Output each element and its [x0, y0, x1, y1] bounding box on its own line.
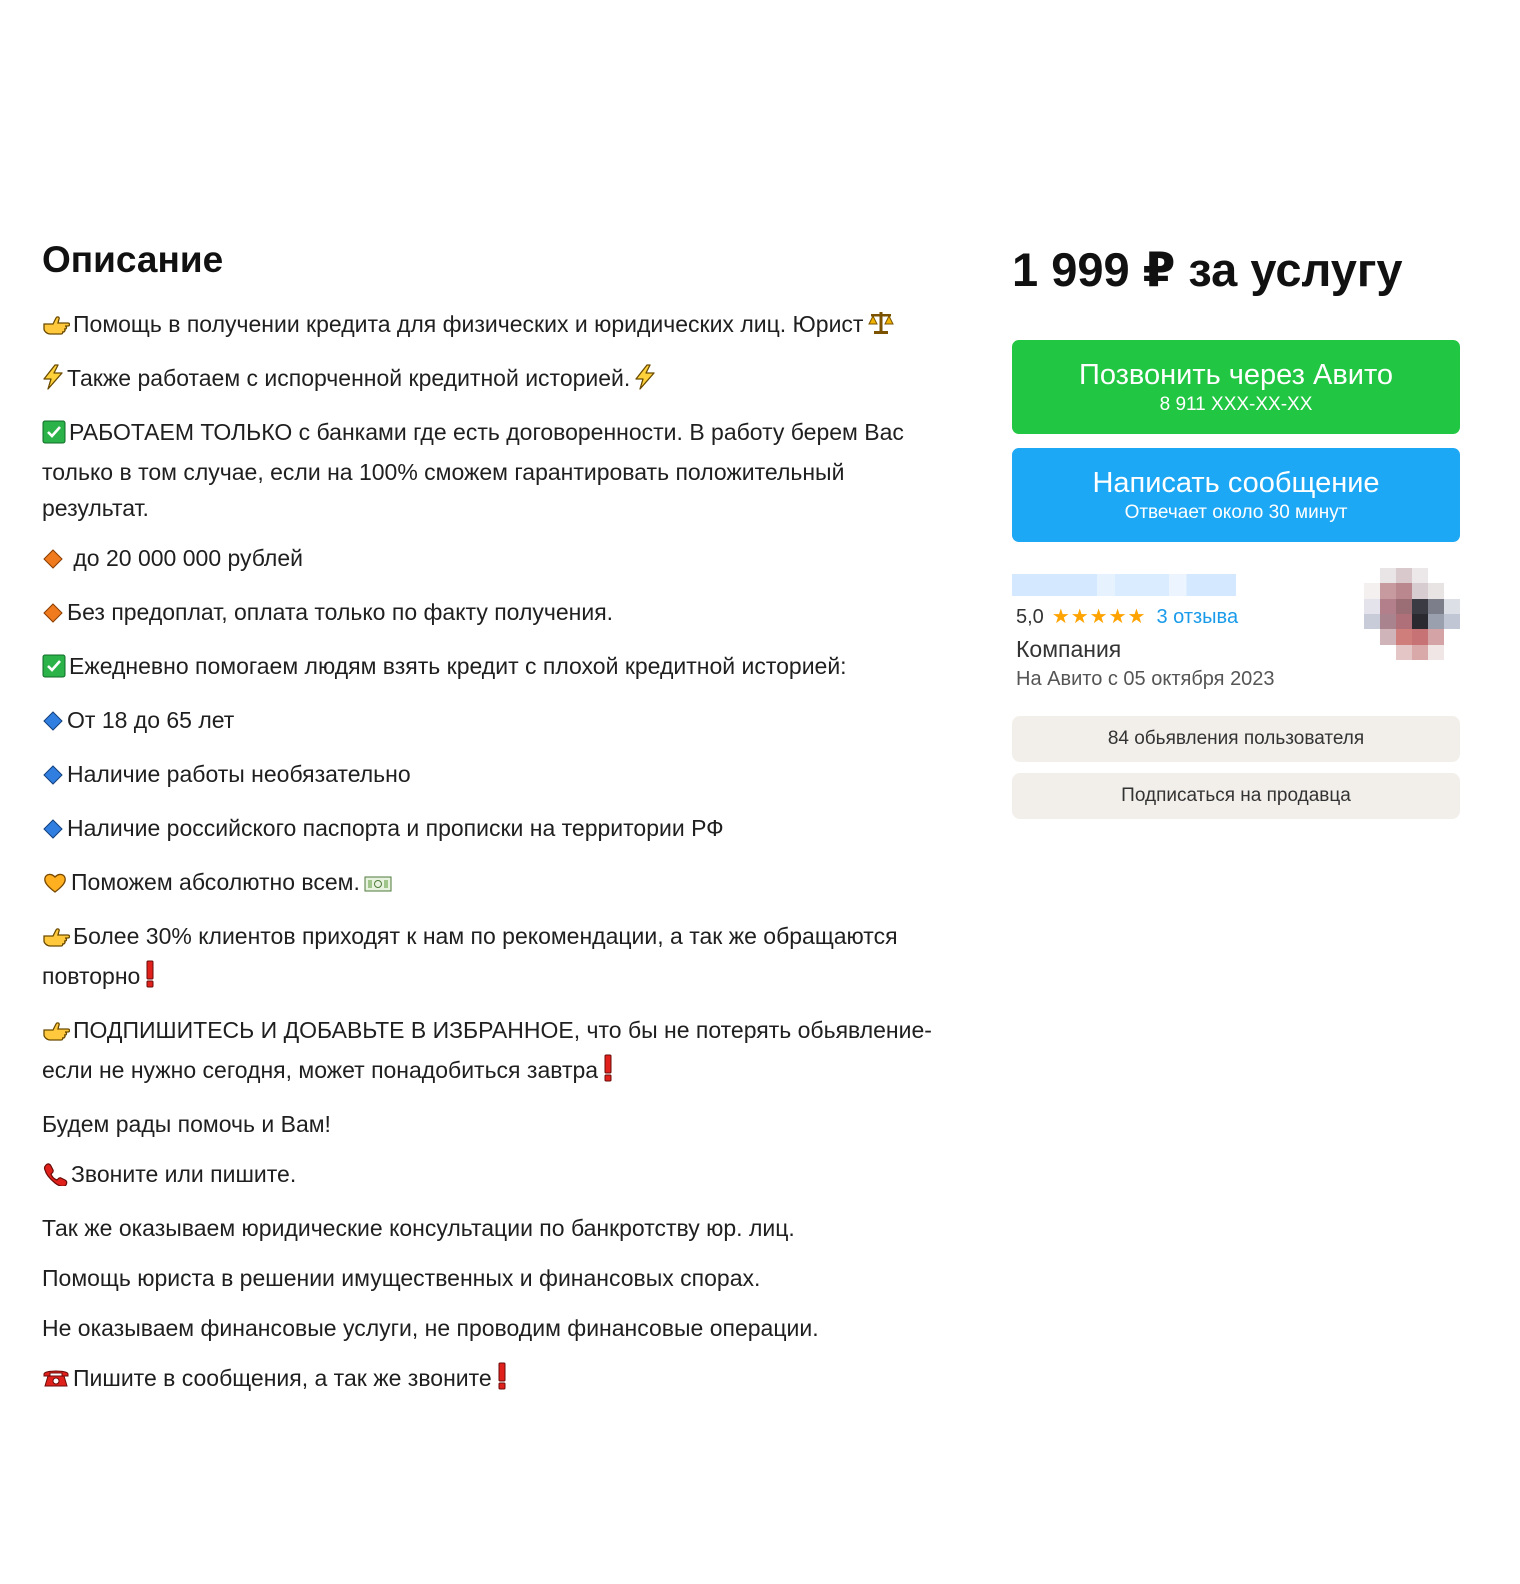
description-paragraph: [42, 1156, 932, 1196]
description-paragraph: [42, 360, 932, 400]
heart-icon: [42, 868, 68, 904]
telephone-icon: [42, 1364, 70, 1400]
seller-card: [1012, 568, 1460, 698]
paragraph-text: Помощь в получении кредита для физических и юридических лиц. Юрист: [73, 311, 864, 337]
description-paragraph: [42, 918, 932, 998]
paragraph-text: Также работаем с испорченной кредитной историей.: [67, 365, 631, 391]
description-paragraph: [42, 594, 932, 634]
subscribe-button[interactable]: Подписаться на продавца: [1012, 773, 1460, 819]
reviews-link[interactable]: 3 отзыва: [1156, 606, 1239, 628]
exclamation-icon: [144, 960, 156, 998]
paragraph-text: Звоните или пишите.: [71, 1161, 297, 1187]
paragraph-text: Не оказываем финансовые услуги, не проводим финансовые операции.: [42, 1315, 819, 1341]
paragraph-text: Ежедневно помогаем людям взять кредит с плохой кредитной историей:: [69, 653, 847, 679]
description-paragraph: [42, 864, 932, 904]
blue-diamond-icon: [42, 760, 64, 796]
phone-receiver-icon: [42, 1160, 68, 1196]
check-icon: [42, 418, 66, 454]
seller-type: Компания: [1016, 636, 1122, 662]
point-right-icon: [42, 922, 70, 958]
paragraph-text: РАБОТАЕМ ТОЛЬКО с банками где есть договоренности. В работу берем Вас только в том случае, если на 100% сможем гарантировать положительный результат.: [42, 419, 904, 521]
seller-listings-button[interactable]: 84 обьявления пользователя: [1012, 716, 1460, 762]
star-rating-icon: ★★★★★: [1051, 606, 1147, 628]
description-paragraph: [42, 1210, 932, 1246]
blue-diamond-icon: [42, 706, 64, 742]
blue-diamond-icon: [42, 814, 64, 850]
message-button-response-time: Отвечает около 30 минут: [1124, 502, 1348, 523]
avatar[interactable]: [1364, 568, 1460, 660]
description-paragraph: [42, 702, 932, 742]
paragraph-text: Будем рады помочь и Вам!: [42, 1111, 331, 1137]
description-paragraph: [42, 810, 932, 850]
rating-value: 5,0: [1016, 606, 1044, 628]
exclamation-icon: [602, 1054, 614, 1092]
scales-icon: [867, 310, 895, 346]
description-paragraph: [42, 1360, 932, 1400]
lightning-icon: [634, 364, 656, 400]
description-paragraph: [42, 1310, 932, 1346]
description-paragraph: [42, 648, 932, 688]
description-paragraph: [42, 306, 932, 346]
description-paragraph: [42, 414, 932, 526]
seller-name-blurred[interactable]: [1012, 574, 1236, 596]
point-right-icon: [42, 1016, 70, 1052]
paragraph-text: Наличие работы необязательно: [67, 761, 411, 787]
paragraph-text: Поможем абсолютно всем.: [71, 869, 360, 895]
description-section: [42, 236, 932, 1414]
description-paragraph: [42, 1260, 932, 1296]
description-paragraph: [42, 756, 932, 796]
description-paragraph: [42, 540, 932, 580]
paragraph-text: ПОДПИШИТЕСЬ И ДОБАВЬТЕ В ИЗБРАННОЕ, что бы не потерять обьявление-если не нужно сегодня, может понадобиться завтра: [42, 1017, 932, 1083]
orange-diamond-icon: [42, 598, 64, 634]
message-button-label: Написать сообщение: [1092, 467, 1380, 499]
lightning-icon: [42, 364, 64, 400]
sidebar: [1012, 236, 1460, 830]
paragraph-text: От 18 до 65 лет: [67, 707, 235, 733]
seller-since: На Авито с 05 октября 2023: [1016, 668, 1275, 690]
message-button[interactable]: [1012, 448, 1460, 542]
description-paragraph: [42, 1012, 932, 1092]
check-icon: [42, 652, 66, 688]
exclamation-icon: [496, 1362, 508, 1400]
orange-diamond-icon: [42, 544, 64, 580]
description-body: [42, 306, 932, 1400]
paragraph-text: до 20 000 000 рублей: [67, 545, 303, 571]
call-button-phone: 8 911 XXX-XX-XX: [1159, 394, 1313, 415]
money-icon: [364, 868, 392, 904]
call-button-label: Позвонить через Авито: [1078, 359, 1394, 391]
description-paragraph: [42, 1106, 932, 1142]
paragraph-text: Более 30% клиентов приходят к нам по рекомендации, а так же обращаются повторно: [42, 923, 898, 989]
price: 1 999 ₽ за услугу: [1012, 243, 1403, 296]
paragraph-text: Так же оказываем юридические консультации по банкротству юр. лиц.: [42, 1215, 795, 1241]
paragraph-text: Помощь юриста в решении имущественных и финансовых спорах.: [42, 1265, 761, 1291]
paragraph-text: Наличие российского паспорта и прописки на территории РФ: [67, 815, 724, 841]
call-button[interactable]: [1012, 340, 1460, 434]
description-title: Описание: [42, 239, 224, 280]
paragraph-text: Без предоплат, оплата только по факту получения.: [67, 599, 614, 625]
paragraph-text: Пишите в сообщения, а так же звоните: [73, 1365, 492, 1391]
point-right-icon: [42, 310, 70, 346]
seller-rating: [1016, 604, 1238, 630]
